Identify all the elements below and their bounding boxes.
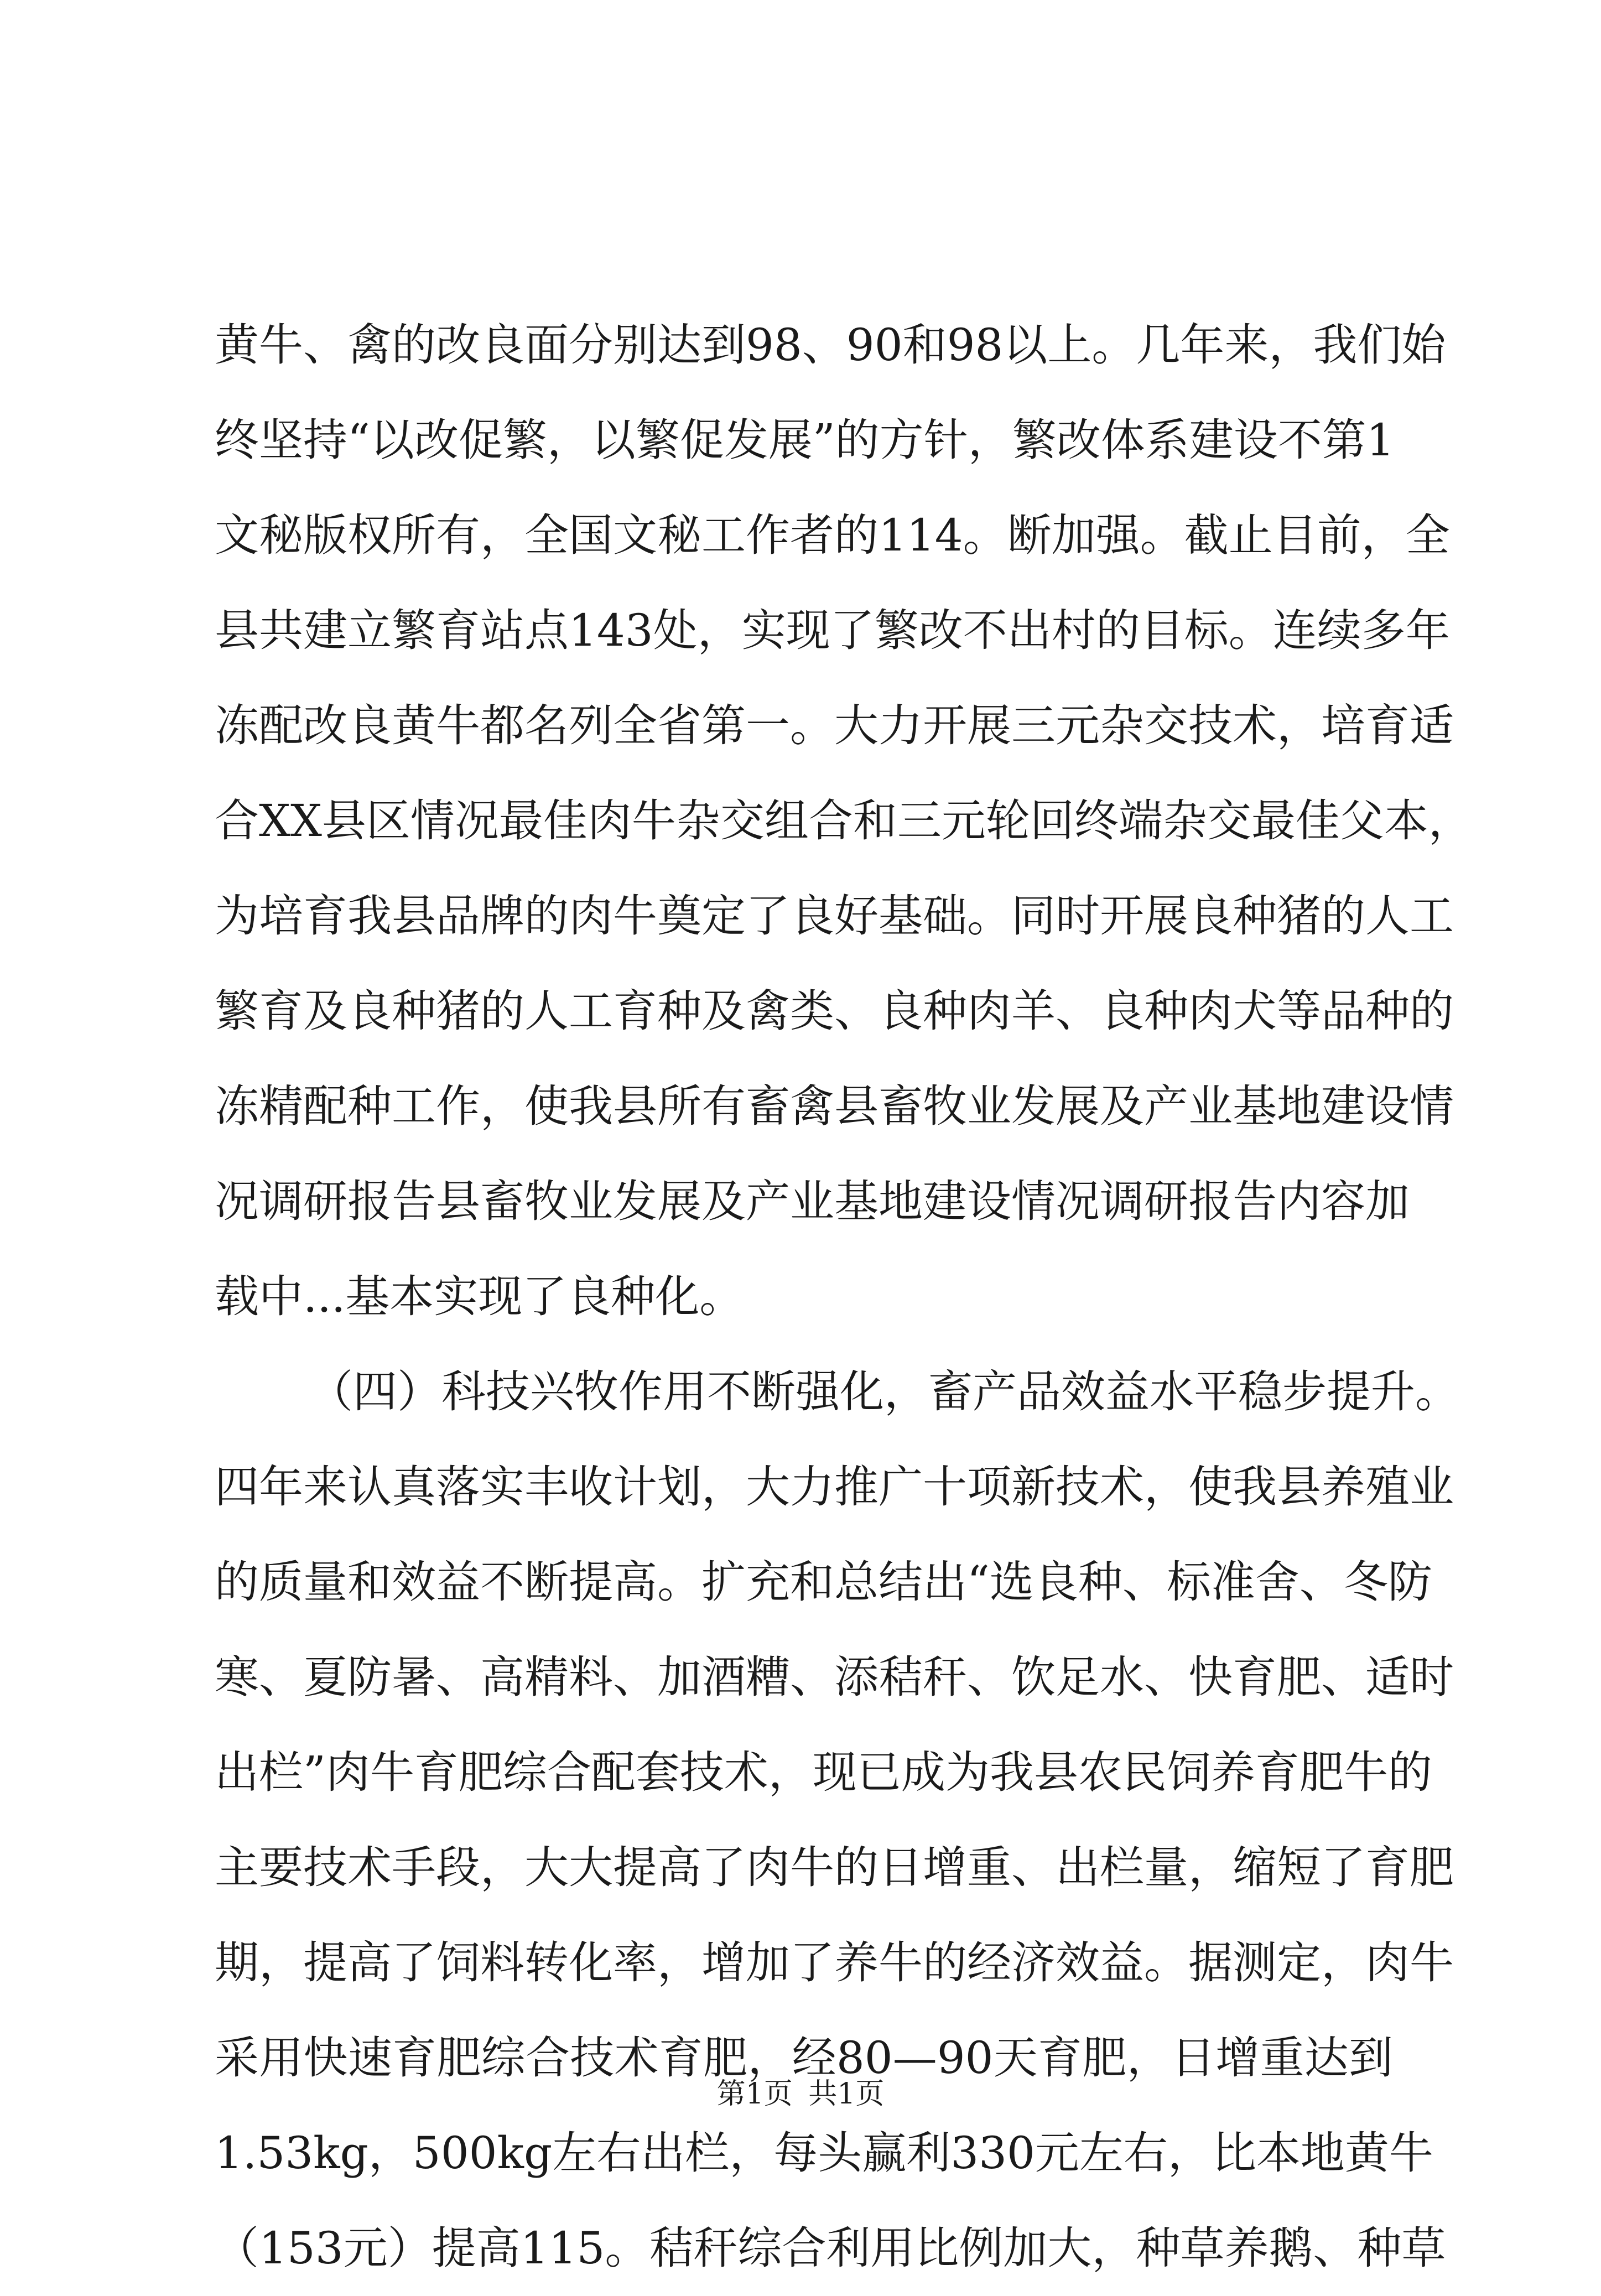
text-line: 四年来认真落实丰收计划，大力推广十项新技术，使我县养殖业 xyxy=(215,1461,1454,1513)
text-line: 况调研报告县畜牧业发展及产业基地建设情况调研报告内容加 xyxy=(215,1176,1410,1227)
text-line: 为培育我县品牌的肉牛奠定了良好基础。同时开展良种猪的人工 xyxy=(215,890,1454,942)
text-line: 主要技术手段，大大提高了肉牛的日增重、出栏量，缩短了育肥 xyxy=(215,1842,1454,1893)
page-footer xyxy=(0,2072,1601,2116)
text-line: 冻精配种工作，使我县所有畜禽县畜牧业发展及产业基地建设情 xyxy=(215,1081,1454,1132)
text-line: （153元）提高115。秸秆综合利用比例加大，种草养鹅、种草 xyxy=(215,2222,1446,2274)
text-line: 期，提高了饲料转化率，增加了养牛的经济效益。据测定，肉牛 xyxy=(215,1937,1454,1988)
text-line: 繁育及良种猪的人工育种及禽类、良种肉羊、良种肉犬等品种的 xyxy=(215,985,1454,1037)
text-line: 黄牛、禽的改良面分别达到98、90和98以上。几年来，我们始 xyxy=(215,319,1446,371)
text-line: 的质量和效益不断提高。扩充和总结出“选良种、标准舍、冬防 xyxy=(215,1556,1432,1608)
text-line: 合XX县区情况最佳肉牛杂交组合和三元轮回终端杂交最佳父本， xyxy=(215,795,1473,846)
text-line: 寒、夏防暑、高精料、加酒糟、添秸秆、饮足水、快育肥、适时 xyxy=(215,1651,1454,1703)
text-line: 载中...基本实现了良种化。 xyxy=(215,1271,744,1322)
section-heading-line: （四）科技兴牧作用不断强化，畜产品效益水平稳步提升。 xyxy=(309,1366,1459,1417)
text-line: 终坚持“以改促繁，以繁促发展”的方针，繁改体系建设不第1 xyxy=(215,414,1395,466)
text-line: 1.53kg，500kg左右出栏，每头赢利330元左右，比本地黄牛 xyxy=(215,2127,1433,2179)
page-number: 第1页 xyxy=(716,2077,793,2111)
text-line: 文秘版权所有，全国文秘工作者的114。断加强。截止目前，全 xyxy=(215,510,1450,561)
document-body xyxy=(215,298,1473,2296)
text-line: 冻配改良黄牛都名列全省第一。大力开展三元杂交技术，培育适 xyxy=(215,700,1454,751)
text-line: 县共建立繁育站点143处，实现了繁改不出村的目标。连续多年 xyxy=(215,605,1450,656)
text-line: 出栏”肉牛育肥综合配套技术，现已成为我县农民饲养育肥牛的 xyxy=(215,1747,1432,1798)
page-total: 共1页 xyxy=(808,2077,885,2111)
text-line: 采用快速育肥综合技术育肥，经80—90天育肥，日增重达到 xyxy=(215,2032,1393,2084)
